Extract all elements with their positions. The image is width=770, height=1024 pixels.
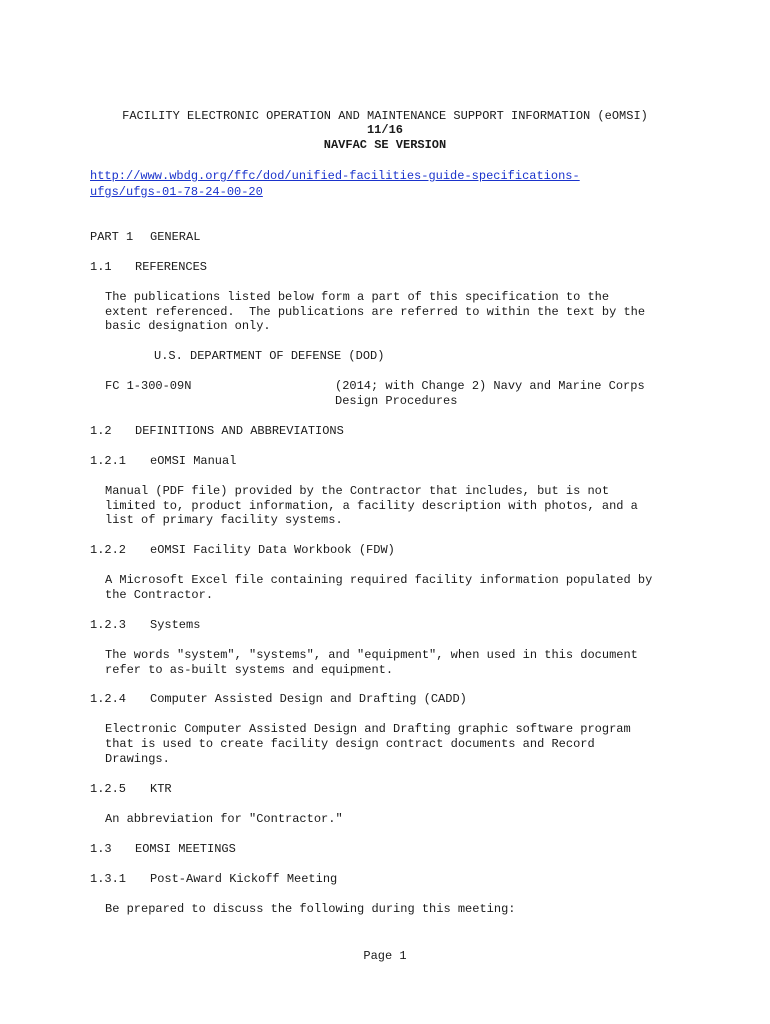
part-number: PART 1 bbox=[90, 230, 134, 244]
paragraph-line: Manual (PDF file) provided by the Contractor that includes, but is not bbox=[105, 484, 610, 498]
subsection-title: eOMSI Facility Data Workbook (FDW) bbox=[150, 543, 395, 557]
reference-desc: Design Procedures bbox=[335, 394, 458, 408]
subsection-title: Post-Award Kickoff Meeting bbox=[150, 872, 338, 886]
section-title: DEFINITIONS AND ABBREVIATIONS bbox=[135, 424, 344, 438]
subsection-title: eOMSI Manual bbox=[150, 454, 237, 468]
doc-version: NAVFAC SE VERSION bbox=[323, 138, 447, 152]
subsection-number: 1.2.4 bbox=[90, 692, 127, 706]
subsection-heading bbox=[90, 454, 236, 468]
section-title: EOMSI MEETINGS bbox=[135, 842, 236, 856]
subsection-heading bbox=[90, 618, 200, 632]
paragraph-line: the Contractor. bbox=[105, 588, 214, 602]
subsection-number: 1.3.1 bbox=[90, 872, 127, 886]
page-number: Page 1 bbox=[363, 949, 407, 963]
subsection-number: 1.2.2 bbox=[90, 543, 127, 557]
spec-url-link-cont[interactable]: ufgs/ufgs-01-78-24-00-20 bbox=[90, 185, 263, 199]
section-heading bbox=[90, 260, 207, 274]
paragraph-line: refer to as-built systems and equipment. bbox=[105, 663, 394, 677]
section-number: 1.1 bbox=[90, 260, 112, 274]
paragraph-line: An abbreviation for "Contractor." bbox=[105, 812, 343, 826]
doc-date: 11/16 bbox=[366, 123, 403, 137]
paragraph-line: basic designation only. bbox=[105, 319, 271, 333]
section-title: REFERENCES bbox=[135, 260, 208, 274]
spec-url-link[interactable]: http://www.wbdg.org/ffc/dod/unified-facilities-guide-specifications- bbox=[90, 169, 580, 183]
paragraph-line: list of primary facility systems. bbox=[105, 513, 343, 527]
reference-desc: (2014; with Change 2) Navy and Marine Corps bbox=[335, 379, 645, 393]
subsection-heading bbox=[90, 782, 172, 796]
doc-title: FACILITY ELECTRONIC OPERATION AND MAINTENANCE SUPPORT INFORMATION (eOMSI) bbox=[122, 109, 648, 123]
subsection-title: Systems bbox=[150, 618, 201, 632]
part-heading bbox=[90, 230, 200, 244]
section-number: 1.3 bbox=[90, 842, 112, 856]
section-number: 1.2 bbox=[90, 424, 112, 438]
subsection-number: 1.2.1 bbox=[90, 454, 127, 468]
section-heading bbox=[90, 842, 236, 856]
reference-id: FC 1-300-09N bbox=[105, 379, 192, 393]
paragraph-line: limited to, product information, a facility description with photos, and a bbox=[105, 499, 638, 513]
paragraph-line: A Microsoft Excel file containing required facility information populated by bbox=[105, 573, 653, 587]
paragraph-line: Be prepared to discuss the following during this meeting: bbox=[105, 902, 516, 916]
subsection-heading bbox=[90, 872, 337, 886]
paragraph-line: The publications listed below form a part of this specification to the bbox=[105, 290, 610, 304]
paragraph-line: that is used to create facility design contract documents and Record bbox=[105, 737, 595, 751]
subsection-title: Computer Assisted Design and Drafting (CADD) bbox=[150, 692, 467, 706]
paragraph-line: extent referenced. The publications are referred to within the text by the bbox=[105, 305, 646, 319]
reference-org: U.S. DEPARTMENT OF DEFENSE (DOD) bbox=[154, 349, 385, 363]
subsection-title: KTR bbox=[150, 782, 172, 796]
subsection-number: 1.2.5 bbox=[90, 782, 127, 796]
part-title: GENERAL bbox=[150, 230, 201, 244]
paragraph-line: The words "system", "systems", and "equipment", when used in this document bbox=[105, 648, 638, 662]
subsection-number: 1.2.3 bbox=[90, 618, 127, 632]
paragraph-line: Drawings. bbox=[105, 752, 170, 766]
subsection-heading bbox=[90, 543, 395, 557]
section-heading bbox=[90, 424, 344, 438]
paragraph-line: Electronic Computer Assisted Design and Drafting graphic software program bbox=[105, 722, 631, 736]
subsection-heading bbox=[90, 692, 467, 706]
